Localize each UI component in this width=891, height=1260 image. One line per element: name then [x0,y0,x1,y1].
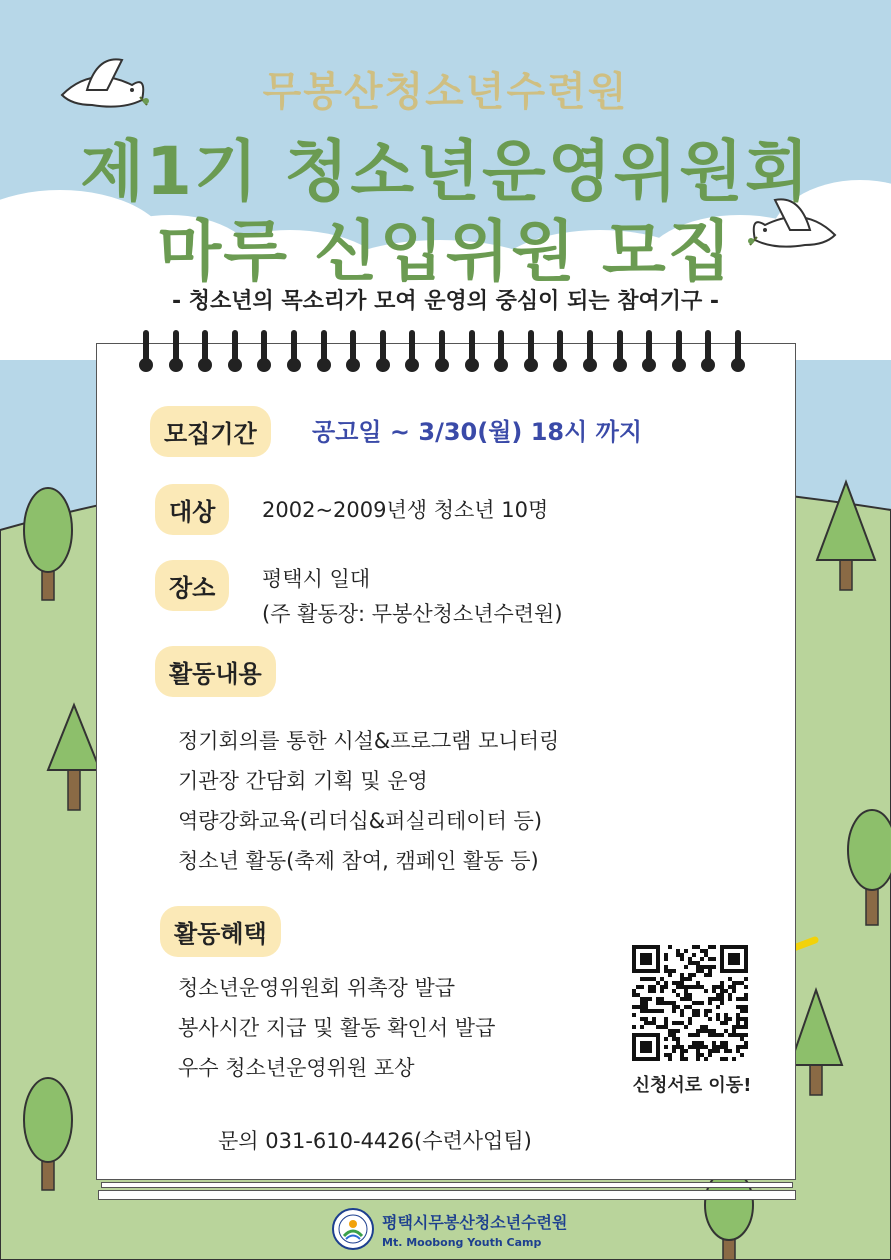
list-item: 정기회의를 통한 시설&프로그램 모니터링 [178,729,560,753]
spiral-ring [350,330,356,366]
main-title-line1: 제1기 청소년운영위원회 [80,133,811,210]
contact-info: 문의 031-610-4426(수련사업팀) [218,1129,532,1153]
period-value: 공고일 ~ 3/30(월) 18시 까지 [312,418,643,446]
spiral-ring [232,330,238,366]
main-title-line2: 마루 신입위원 모집 [157,213,734,290]
qr-code[interactable] [632,945,748,1061]
target-label: 대상 [155,484,229,535]
place-line2: (주 활동장: 무봉산청소년수련원) [262,602,563,626]
list-item: 봉사시간 지급 및 활동 확인서 발급 [178,1016,496,1040]
qr-label: 신청서로 이동! [632,1075,752,1096]
spiral-ring [676,330,682,366]
spiral-ring [705,330,711,366]
spiral-ring [735,330,741,366]
activities-label: 활동내용 [155,646,276,697]
target-value: 2002~2009년생 청소년 10명 [262,498,549,522]
spiral-ring [321,330,327,366]
place-label: 장소 [155,560,229,611]
spiral-ring [587,330,593,366]
organization-name: 무봉산청소년수련원 [262,69,629,115]
spiral-ring [469,330,475,366]
spiral-ring [528,330,534,366]
spiral-ring [291,330,297,366]
list-item: 역량강화교육(리더십&퍼실리테이터 등) [178,809,543,833]
footer-org-name: 평택시무봉산청소년수련원 [382,1213,568,1232]
logo-icon [332,1208,374,1250]
spiral-ring [617,330,623,366]
sheet-layer [101,1182,793,1188]
spiral-ring [202,330,208,366]
subtitle: - 청소년의 목소리가 모여 운영의 중심이 되는 참여기구 - [171,289,720,314]
spiral-ring [261,330,267,366]
spiral-ring [143,330,149,366]
period-label: 모집기간 [150,406,271,457]
spiral-ring [646,330,652,366]
place-line1: 평택시 일대 [262,567,371,591]
list-item: 청소년운영위원회 위촉장 발급 [178,976,456,1000]
sheet-layer [98,1190,796,1200]
spiral-ring [409,330,415,366]
list-item: 청소년 활동(축제 참여, 캠페인 활동 등) [178,849,539,873]
list-item: 우수 청소년운영위원 포상 [178,1056,415,1080]
spiral-ring [380,330,386,366]
footer-english-name: Mt. Moobong Youth Camp [382,1236,542,1249]
spiral-ring [173,330,179,366]
spiral-ring [498,330,504,366]
spiral-ring [439,330,445,366]
spiral-ring [557,330,563,366]
benefits-label: 활동혜택 [160,906,281,957]
list-item: 기관장 간담회 기획 및 운영 [178,769,428,793]
